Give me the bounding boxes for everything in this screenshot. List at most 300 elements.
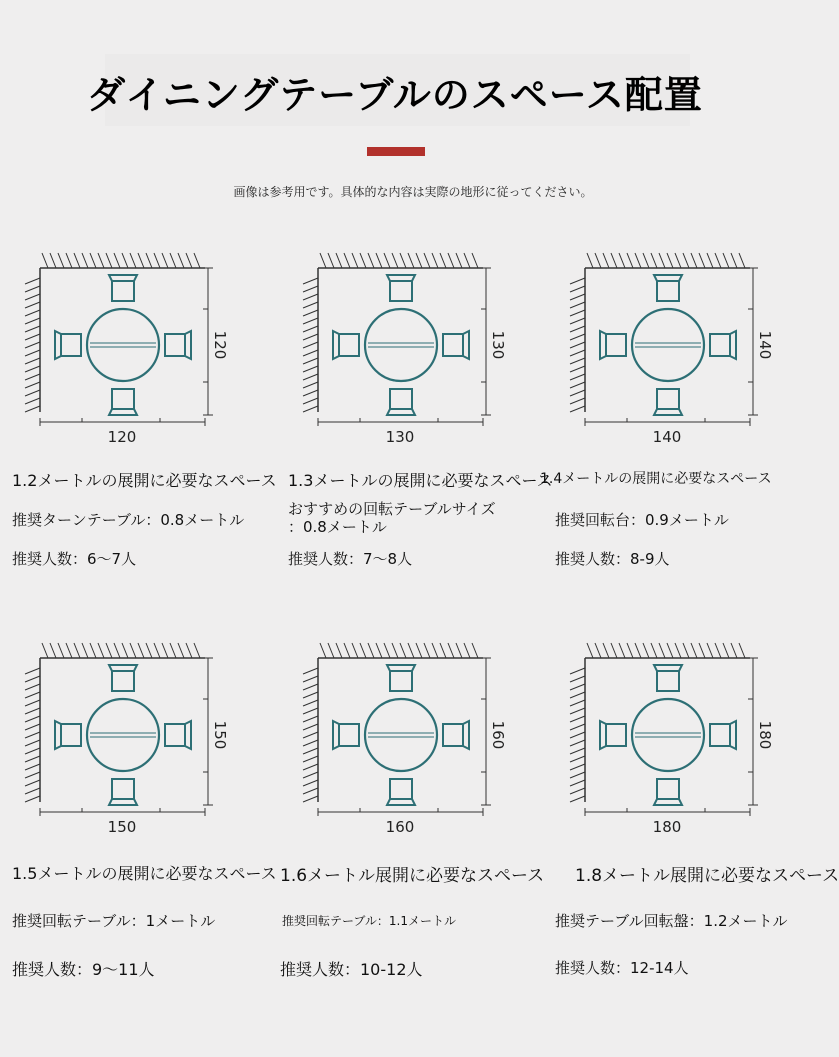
wall-hatch [303,350,318,356]
wall-hatch [570,406,585,412]
wall-hatch [570,366,585,372]
wall-hatch [303,398,318,404]
wall-hatch [408,643,414,658]
chair-seat [390,779,412,799]
chair-seat [112,671,134,691]
wall-hatch [303,334,318,340]
chair-back [730,721,736,749]
wall-hatch [715,643,721,658]
people-count-2: 推奨人数：7〜8人 [288,550,413,568]
wall-hatch [570,350,585,356]
wall-hatch [587,253,593,268]
wall-hatch [683,643,689,658]
room-layout [25,643,229,836]
table-size-1: 推奨ターンテーブル：0.8メートル [12,511,245,529]
space-requirement-1: 1.2メートルの展開に必要なスペース [12,471,277,490]
wall-hatch [360,253,366,268]
wall-hatch [570,326,585,332]
wall-hatch [320,253,326,268]
wall-hatch [456,253,462,268]
wall-hatch [472,253,478,268]
chair-back [55,721,61,749]
table-size-2-continued: ：0.8メートル [288,518,387,536]
people-count-5: 推奨人数：10-12人 [280,960,423,979]
wall-hatch [25,756,40,762]
wall-hatch [683,253,689,268]
wall-hatch [303,780,318,786]
wall-hatch [570,788,585,794]
wall-hatch [432,643,438,658]
wall-hatch [90,253,96,268]
chair-back [387,409,415,415]
table-size-4: 推奨回転テーブル：1メートル [12,912,216,930]
width-label: 130 [385,428,415,446]
wall-hatch [651,253,657,268]
wall-hatch [194,643,200,658]
chair-back [185,721,191,749]
wall-hatch [611,643,617,658]
wall-hatch [456,643,462,658]
wall-hatch [731,643,737,658]
wall-hatch [303,326,318,332]
height-label: 140 [756,330,774,360]
chair-back [55,331,61,359]
chair-back [654,799,682,805]
accent-divider [367,147,425,156]
wall-hatch [25,732,40,738]
wall-hatch [448,643,454,658]
wall-hatch [303,374,318,380]
chair-seat [112,281,134,301]
chair-seat [657,389,679,409]
space-requirement-3: 1.4メートルの展開に必要なスペース [540,471,772,487]
wall-hatch [570,684,585,690]
round-table [365,309,437,381]
wall-hatch [739,253,745,268]
wall-hatch [25,772,40,778]
wall-hatch [651,643,657,658]
chair-back [109,665,137,671]
wall-hatch [303,382,318,388]
wall-hatch [303,278,318,284]
height-label: 180 [756,720,774,750]
height-label: 150 [211,720,229,750]
wall-hatch [400,643,406,658]
people-count-6: 推奨人数：12-14人 [555,959,689,977]
wall-hatch [643,643,649,658]
wall-hatch [42,253,48,268]
wall-hatch [303,676,318,682]
round-table [632,309,704,381]
chair-back [333,721,339,749]
wall-hatch [130,253,136,268]
wall-hatch [25,692,40,698]
chair [654,389,682,415]
wall-hatch [336,253,342,268]
wall-hatch [627,643,633,658]
table-size-3: 推奨回転台：0.9メートル [555,511,729,529]
chair [109,275,137,301]
wall-hatch [25,382,40,388]
people-count-3: 推奨人数：8-9人 [555,550,670,568]
table-size-6: 推奨テーブル回転盤：1.2メートル [555,912,788,930]
wall-hatch [570,756,585,762]
round-table [87,309,159,381]
wall-hatch [303,716,318,722]
wall-hatch [25,716,40,722]
wall-hatch [25,374,40,380]
chair [333,721,359,749]
wall-hatch [50,643,56,658]
wall-hatch [667,643,673,658]
wall-hatch [303,294,318,300]
wall-hatch [392,253,398,268]
wall-hatch [25,390,40,396]
wall-hatch [570,772,585,778]
wall-hatch [25,334,40,340]
wall-hatch [570,382,585,388]
chair-seat [390,389,412,409]
chair-back [387,275,415,281]
wall-hatch [74,253,80,268]
wall-hatch [303,796,318,802]
wall-hatch [74,643,80,658]
wall-hatch [130,643,136,658]
wall-hatch [25,676,40,682]
layout-diagram-5 [278,625,538,840]
wall-hatch [303,748,318,754]
width-label: 120 [107,428,137,446]
wall-hatch [25,302,40,308]
room-layout [303,643,507,836]
disclaimer-note: 画像は参考用です。具体的な内容は実際の地形に従ってください。 [233,185,593,199]
wall-hatch [25,748,40,754]
chair-back [463,721,469,749]
chair [654,779,682,805]
chair-back [600,721,606,749]
wall-hatch [424,253,430,268]
wall-hatch [440,643,446,658]
wall-hatch [723,643,729,658]
wall-hatch [464,643,470,658]
wall-hatch [303,286,318,292]
wall-hatch [25,724,40,730]
wall-hatch [570,700,585,706]
chair-back [333,331,339,359]
wall-hatch [627,253,633,268]
chair [387,389,415,415]
wall-hatch [146,253,152,268]
wall-hatch [595,643,601,658]
wall-hatch [303,684,318,690]
wall-hatch [303,788,318,794]
chair-seat [61,724,81,746]
wall-hatch [114,643,120,658]
wall-hatch [25,398,40,404]
wall-hatch [90,643,96,658]
chair-seat [61,334,81,356]
people-count-4: 推奨人数：9〜11人 [12,960,155,979]
room-layout [25,253,229,446]
wall-hatch [570,302,585,308]
wall-hatch [739,643,745,658]
chair-seat [443,724,463,746]
round-table [365,699,437,771]
chair [600,721,626,749]
round-table [87,699,159,771]
chair-seat [657,779,679,799]
chair-seat [112,389,134,409]
chair [654,665,682,691]
wall-hatch [408,253,414,268]
wall-hatch [303,342,318,348]
wall-hatch [25,700,40,706]
wall-hatch [675,643,681,658]
wall-hatch [170,253,176,268]
chair [165,721,191,749]
wall-hatch [303,732,318,738]
wall-hatch [392,643,398,658]
chair [109,665,137,691]
wall-hatch [122,253,128,268]
wall-hatch [570,740,585,746]
wall-hatch [691,253,697,268]
wall-hatch [178,253,184,268]
chair-seat [606,724,626,746]
wall-hatch [106,253,112,268]
wall-hatch [376,643,382,658]
wall-hatch [472,643,478,658]
wall-hatch [25,668,40,674]
wall-hatch [162,643,168,658]
wall-hatch [570,358,585,364]
wall-hatch [106,643,112,658]
space-requirement-5: 1.6メートル展開に必要なスペース [280,866,545,886]
wall-hatch [25,764,40,770]
chair-seat [339,724,359,746]
wall-hatch [114,253,120,268]
space-requirement-4: 1.5メートルの展開に必要なスペース [12,864,277,883]
wall-hatch [400,253,406,268]
wall-hatch [303,708,318,714]
wall-hatch [659,253,665,268]
chair [109,389,137,415]
chair [55,331,81,359]
chair [387,275,415,301]
wall-hatch [570,764,585,770]
wall-hatch [25,342,40,348]
chair [443,331,469,359]
wall-hatch [448,253,454,268]
wall-hatch [138,643,144,658]
wall-hatch [122,643,128,658]
wall-hatch [570,342,585,348]
layout-diagram-2 [278,235,538,450]
wall-hatch [368,643,374,658]
chair-seat [390,671,412,691]
wall-hatch [25,366,40,372]
wall-hatch [344,253,350,268]
wall-hatch [570,318,585,324]
people-count-1: 推奨人数：6〜7人 [12,550,137,568]
wall-hatch [619,643,625,658]
layout-diagram-6 [545,625,790,840]
wall-hatch [570,398,585,404]
layout-diagram-1 [0,235,260,450]
width-label: 180 [652,818,682,836]
table-size-5: 推奨回転テーブル：1.1メートル [282,914,457,928]
chair-back [654,275,682,281]
width-label: 150 [107,818,137,836]
wall-hatch [619,253,625,268]
chair [55,721,81,749]
wall-hatch [570,748,585,754]
chair-back [654,409,682,415]
wall-hatch [303,772,318,778]
wall-hatch [154,643,160,658]
chair-seat [443,334,463,356]
wall-hatch [25,796,40,802]
layout-diagram-3 [545,235,790,450]
wall-hatch [98,253,104,268]
wall-hatch [50,253,56,268]
height-label: 160 [489,720,507,750]
wall-hatch [58,253,64,268]
wall-hatch [570,796,585,802]
wall-hatch [303,390,318,396]
wall-hatch [659,643,665,658]
wall-hatch [360,643,366,658]
chair [710,721,736,749]
wall-hatch [416,643,422,658]
chair-back [109,409,137,415]
chair-back [654,665,682,671]
wall-hatch [570,780,585,786]
wall-hatch [154,253,160,268]
wall-hatch [82,643,88,658]
wall-hatch [707,643,713,658]
wall-hatch [303,756,318,762]
wall-hatch [635,253,641,268]
table-size-2: おすすめの回転テーブルサイズ [288,500,496,518]
wall-hatch [440,253,446,268]
wall-hatch [162,253,168,268]
wall-hatch [352,643,358,658]
chair-back [600,331,606,359]
wall-hatch [186,253,192,268]
chair-back [109,799,137,805]
wall-hatch [570,390,585,396]
wall-hatch [570,294,585,300]
wall-hatch [25,350,40,356]
chair [333,331,359,359]
wall-hatch [570,676,585,682]
page-title: ダイニングテーブルのスペース配置 [87,73,703,117]
wall-hatch [570,668,585,674]
chair-seat [710,724,730,746]
wall-hatch [570,334,585,340]
wall-hatch [303,366,318,372]
wall-hatch [328,643,334,658]
wall-hatch [352,253,358,268]
wall-hatch [570,708,585,714]
wall-hatch [723,253,729,268]
wall-hatch [643,253,649,268]
wall-hatch [570,374,585,380]
chair-seat [339,334,359,356]
wall-hatch [303,318,318,324]
chair [443,721,469,749]
wall-hatch [731,253,737,268]
chair [387,665,415,691]
wall-hatch [303,692,318,698]
wall-hatch [98,643,104,658]
wall-hatch [42,643,48,658]
wall-hatch [667,253,673,268]
wall-hatch [303,406,318,412]
wall-hatch [186,643,192,658]
wall-hatch [570,278,585,284]
wall-hatch [384,643,390,658]
chair-back [463,331,469,359]
round-table [632,699,704,771]
chair-seat [112,779,134,799]
wall-hatch [25,358,40,364]
wall-hatch [603,253,609,268]
wall-hatch [699,643,705,658]
chair-seat [390,281,412,301]
wall-hatch [611,253,617,268]
height-label: 130 [489,330,507,360]
wall-hatch [595,253,601,268]
wall-hatch [25,310,40,316]
chair-back [387,665,415,671]
chair-seat [606,334,626,356]
room-layout [303,253,507,446]
wall-hatch [675,253,681,268]
chair [600,331,626,359]
room-layout [570,253,774,446]
wall-hatch [82,253,88,268]
wall-hatch [194,253,200,268]
wall-hatch [303,358,318,364]
wall-hatch [336,643,342,658]
wall-hatch [384,253,390,268]
wall-hatch [376,253,382,268]
chair [165,331,191,359]
wall-hatch [25,780,40,786]
wall-hatch [715,253,721,268]
wall-hatch [587,643,593,658]
wall-hatch [635,643,641,658]
wall-hatch [570,286,585,292]
wall-hatch [25,740,40,746]
width-label: 160 [385,818,415,836]
wall-hatch [570,310,585,316]
wall-hatch [464,253,470,268]
chair-seat [657,281,679,301]
chair-seat [710,334,730,356]
wall-hatch [424,643,430,658]
chair [654,275,682,301]
chair-back [109,275,137,281]
chair-back [730,331,736,359]
wall-hatch [58,643,64,658]
wall-hatch [303,700,318,706]
chair-seat [165,334,185,356]
wall-hatch [707,253,713,268]
chair-back [185,331,191,359]
